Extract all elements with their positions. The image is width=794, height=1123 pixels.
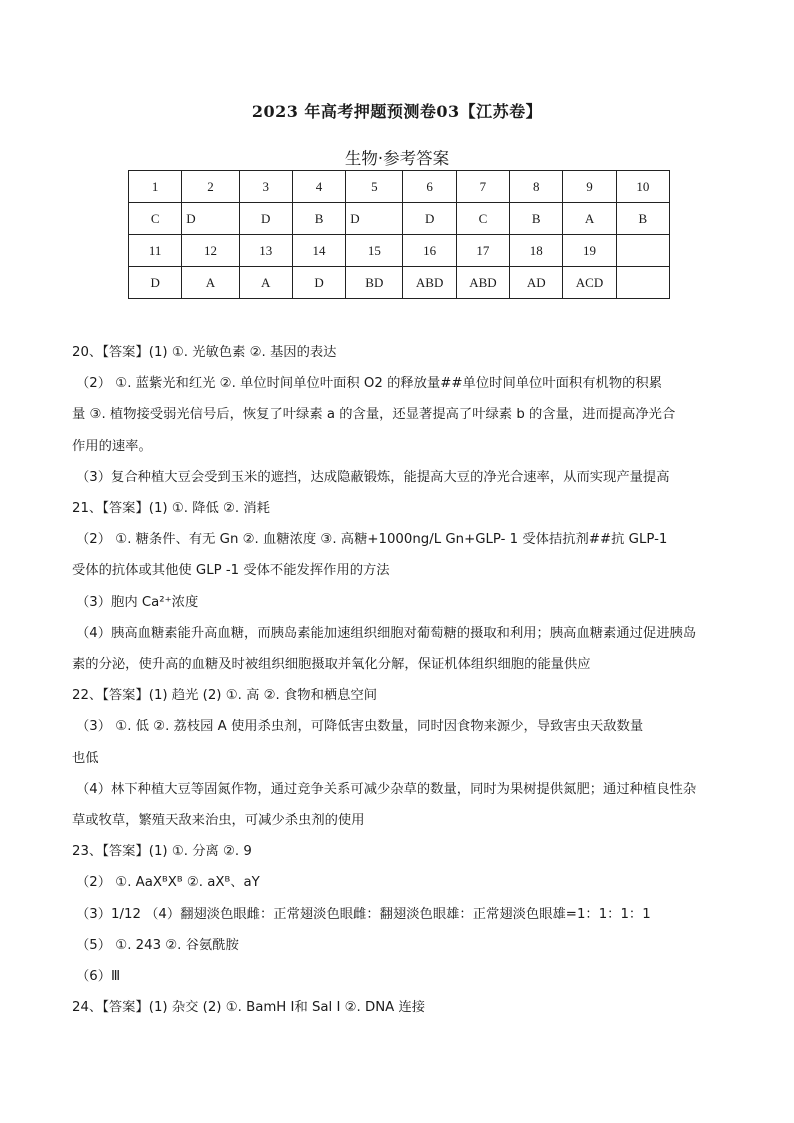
table-cell bbox=[616, 267, 669, 299]
table-cell: 9 bbox=[563, 171, 616, 203]
table-cell: C bbox=[456, 203, 509, 235]
table-cell: B bbox=[616, 203, 669, 235]
answer-line: 20、【答案】(1) ①. 光敏色素 ②. 基因的表达 bbox=[72, 345, 337, 360]
table-cell: ACD bbox=[563, 267, 616, 299]
table-row bbox=[129, 235, 670, 267]
table-cell: 4 bbox=[292, 171, 345, 203]
answer-line: 受体的抗体或其他使 GLP -1 受体不能发挥作用的方法 bbox=[72, 563, 390, 579]
answer-line: （3）复合种植大豆会受到玉米的遮挡，达成隐蔽锻炼，能提高大豆的净光合速率，从而实现产量提高 bbox=[76, 469, 670, 485]
table-cell: 12 bbox=[182, 235, 239, 267]
answer-line: 24、【答案】(1) 杂交 (2) ①. BamH Ⅰ和 Sal Ⅰ ②. DNA 连接 bbox=[72, 1000, 426, 1016]
table-cell: D bbox=[182, 203, 239, 235]
answer-line: 素的分泌，使升高的血糖及时被组织细胞摄取并氧化分解，保证机体组织细胞的能量供应 bbox=[72, 657, 591, 673]
answer-content bbox=[72, 337, 724, 1023]
page-title: 2023 年高考押题预测卷03【江苏卷】 bbox=[251, 102, 543, 121]
table-cell: 17 bbox=[456, 235, 509, 267]
table-cell: B bbox=[510, 203, 563, 235]
table-cell: A bbox=[563, 203, 616, 235]
table-cell: D bbox=[129, 267, 182, 299]
answer-line: （5） ①. 243 ②. 谷氨酰胺 bbox=[76, 937, 239, 953]
table-cell: 8 bbox=[510, 171, 563, 203]
table-cell bbox=[616, 235, 669, 267]
answer-line: （4）胰高血糖素能升高血糖，而胰岛素能加速组织细胞对葡萄糖的摄取和利用；胰高血糖素通过促进胰岛 bbox=[76, 625, 697, 641]
table-cell: D bbox=[292, 267, 345, 299]
answer-line: （2） ①. 蓝紫光和红光 ②. 单位时间单位叶面积 O2 的释放量##单位时间单位叶面积有机物的积累 bbox=[76, 376, 663, 392]
answer-line: （3）1/12 （4）翻翅淡色眼雌：正常翅淡色眼雌：翻翅淡色眼雄：正常翅淡色眼雄=1：1：1：1 bbox=[76, 906, 651, 922]
answer-line: （3）胞内 Ca²⁺浓度 bbox=[76, 594, 199, 610]
table-cell: 5 bbox=[346, 171, 403, 203]
table-cell: 10 bbox=[616, 171, 669, 203]
table-row bbox=[129, 267, 670, 299]
table-cell: BD bbox=[346, 267, 403, 299]
answer-line: （4）林下种植大豆等固氮作物，通过竞争关系可减少杂草的数量，同时为果树提供氮肥；通过种植良性杂 bbox=[76, 781, 697, 797]
table-cell: ABD bbox=[456, 267, 509, 299]
answer-line: （6）Ⅲ bbox=[76, 969, 121, 985]
table-cell: 18 bbox=[510, 235, 563, 267]
answer-line: （2） ①. AaXᴮXᴮ ②. aXᴮ、aY bbox=[76, 875, 260, 891]
table-cell: A bbox=[182, 267, 239, 299]
answer-line: 21、【答案】(1) ①. 降低 ②. 消耗 bbox=[72, 501, 270, 517]
answer-line: 22、【答案】(1) 趋光 (2) ①. 高 ②. 食物和栖息空间 bbox=[72, 688, 378, 704]
table-cell: ABD bbox=[403, 267, 456, 299]
table-cell: D bbox=[346, 203, 403, 235]
table-cell: 16 bbox=[403, 235, 456, 267]
answer-line: 作用的速率。 bbox=[72, 438, 152, 454]
table-cell: 14 bbox=[292, 235, 345, 267]
table-cell: 6 bbox=[403, 171, 456, 203]
table-row bbox=[129, 171, 670, 203]
table-cell: B bbox=[292, 203, 345, 235]
answer-line: 23、【答案】(1) ①. 分离 ②. 9 bbox=[72, 844, 252, 860]
answer-line: 量 ③. 植物接受弱光信号后，恢复了叶绿素 a 的含量，还显著提高了叶绿素 b 的含量，进而提高净光合 bbox=[72, 407, 676, 423]
table-row bbox=[129, 203, 670, 235]
table-cell: A bbox=[239, 267, 292, 299]
answer-line: 也低 bbox=[72, 750, 99, 766]
table-cell: 3 bbox=[239, 171, 292, 203]
table-cell: D bbox=[239, 203, 292, 235]
table-cell: 7 bbox=[456, 171, 509, 203]
table-cell: 11 bbox=[129, 235, 182, 267]
answer-line: （3） ①. 低 ②. 荔枝园 A 使用杀虫剂，可降低害虫数量，同时因食物来源少，导致害虫天敌数量 bbox=[76, 719, 644, 735]
table-cell: 13 bbox=[239, 235, 292, 267]
table-cell: C bbox=[129, 203, 182, 235]
answer-table bbox=[128, 170, 670, 299]
table-cell: D bbox=[403, 203, 456, 235]
answer-line: 草或牧草，繁殖天敌来治虫，可减少杀虫剂的使用 bbox=[72, 813, 365, 829]
table-cell: 1 bbox=[129, 171, 182, 203]
table-cell: 2 bbox=[182, 171, 239, 203]
table-cell: 19 bbox=[563, 235, 616, 267]
table-cell: AD bbox=[510, 267, 563, 299]
table-cell: 15 bbox=[346, 235, 403, 267]
page-subtitle: 生物·参考答案 bbox=[344, 149, 450, 168]
answer-line: （2） ①. 糖条件、有无 Gn ②. 血糖浓度 ③. 高糖+1000ng/L Gn+GLP- 1 受体拮抗剂##抗 GLP-1 bbox=[76, 532, 668, 548]
